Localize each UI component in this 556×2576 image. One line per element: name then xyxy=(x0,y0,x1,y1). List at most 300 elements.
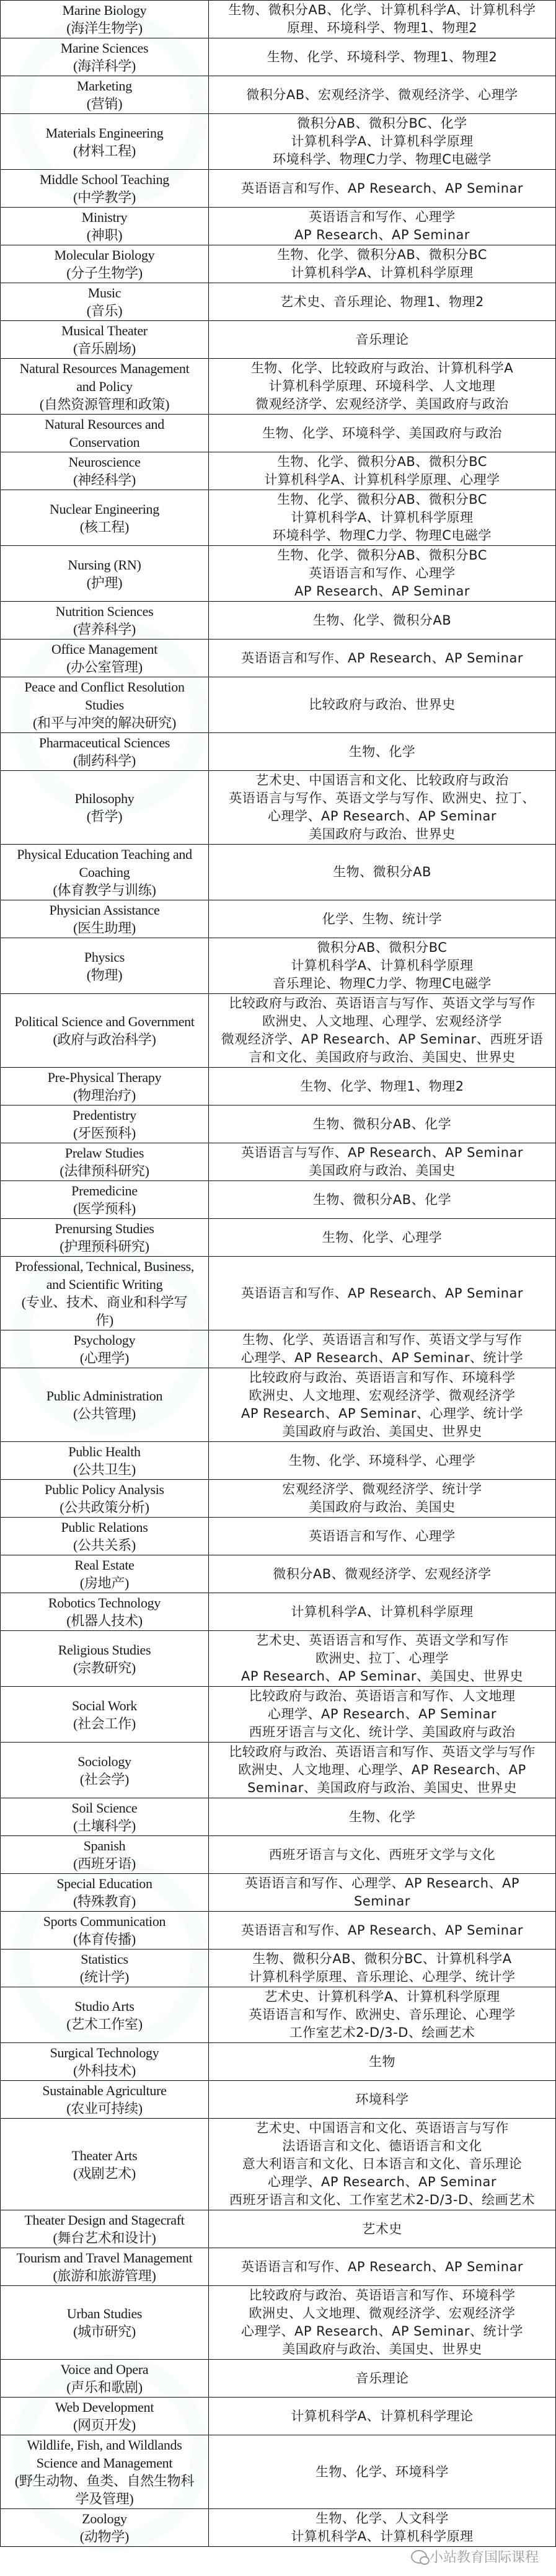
courses-line: AP Research、AP Seminar xyxy=(294,227,470,242)
recommended-courses-cell xyxy=(209,2509,556,2547)
table-row xyxy=(1,845,556,900)
courses-line: 生物、微积分AB、微积分BC、计算机科学A xyxy=(252,1951,512,1966)
table-row xyxy=(1,1631,556,1687)
major-name-line: Science and Management xyxy=(36,2455,173,2471)
recommended-courses-cell xyxy=(209,1987,556,2043)
courses-line: 生物、化学、人文科学 xyxy=(316,2511,449,2526)
table-row xyxy=(1,2360,556,2398)
courses-line: 艺术史、音乐理论、物理1、物理2 xyxy=(280,294,484,309)
table-row xyxy=(1,245,556,283)
table-row xyxy=(1,1555,556,1593)
table-row xyxy=(1,490,556,546)
recommended-courses-cell xyxy=(209,1181,556,1219)
major-name-line: Pre-Physical Therapy xyxy=(47,1070,162,1085)
major-name-line: (牙医预科) xyxy=(73,1125,136,1141)
major-name-cell xyxy=(1,938,209,994)
major-name-cell xyxy=(1,1368,209,1442)
recommended-courses-cell xyxy=(209,602,556,640)
major-name-cell xyxy=(1,1798,209,1836)
major-name-line: Wildlife, Fish, and Wildlands xyxy=(27,2437,182,2453)
major-name-line: (公共管理) xyxy=(73,1406,136,1422)
courses-line: 工作室艺术2-D/3-D、绘画艺术 xyxy=(289,2025,475,2040)
courses-line: 微积分AB、微积分BC xyxy=(317,940,448,955)
courses-line: 生物、化学、微积分AB xyxy=(312,612,452,628)
recommended-courses-cell xyxy=(209,1874,556,1912)
courses-line: 艺术史、中国语言和文化、比较政府与政治 xyxy=(255,773,509,788)
major-name-line: (分子生物学) xyxy=(66,265,143,281)
courses-line: 微积分AB、微积分BC、化学 xyxy=(297,116,467,131)
major-name-cell xyxy=(1,602,209,640)
major-name-line: Physical Education Teaching and xyxy=(17,846,192,862)
courses-line: 英语语言和写作、心理学、AP Research、AP xyxy=(244,1876,520,1891)
major-name-line: (西班牙语) xyxy=(73,1856,136,1871)
courses-line: AP Research、AP Seminar、美国史、世界史 xyxy=(240,1669,524,1684)
table-row xyxy=(1,771,556,845)
major-name-cell xyxy=(1,900,209,938)
major-name-cell xyxy=(1,1555,209,1593)
courses-line: 化学、生物、统计学 xyxy=(322,911,443,926)
major-name-line: Natural Resources Management xyxy=(19,361,190,376)
major-name-line: (艺术工作室) xyxy=(66,2016,143,2032)
recommended-courses-cell xyxy=(209,76,556,114)
major-name-line: (特殊教育) xyxy=(73,1894,136,1909)
major-name-line: Peace and Conflict Resolution xyxy=(24,679,185,695)
table-row xyxy=(1,1219,556,1257)
table-row xyxy=(1,1106,556,1143)
table-row xyxy=(1,38,556,76)
recommended-courses-cell xyxy=(209,1143,556,1181)
major-name-line: (声乐和歌剧) xyxy=(66,2380,143,2395)
table-row xyxy=(1,2210,556,2248)
major-name-line: Religious Studies xyxy=(58,1642,151,1658)
major-name-cell xyxy=(1,2210,209,2248)
major-name-line: Coaching xyxy=(79,864,130,880)
major-name-line: (社会学) xyxy=(79,1771,130,1787)
courses-line: 比较政府与政治、世界史 xyxy=(309,697,456,712)
courses-line: 英语语言和写作、心理学 xyxy=(309,566,456,581)
courses-line: 计算机科学原理、音乐理论、心理学、统计学 xyxy=(249,1969,516,1984)
courses-line: 比较政府与政治、英语语言与写作、英语文学与写作 xyxy=(229,996,536,1011)
major-name-line: Social Work xyxy=(71,1697,138,1713)
major-name-line: Zoology xyxy=(82,2511,127,2526)
major-name-line: (舞台艺术和设计) xyxy=(53,2230,156,2246)
major-name-cell xyxy=(1,245,209,283)
courses-line: 计算机科学A、计算机科学原理、心理学 xyxy=(264,472,500,487)
courses-line: 英语语言和写作、AP Research、AP Seminar xyxy=(240,1285,524,1301)
major-name-line: Ministry xyxy=(81,209,128,225)
major-name-cell xyxy=(1,1442,209,1480)
major-name-cell xyxy=(1,490,209,546)
table-row xyxy=(1,2286,556,2360)
major-name-line: (物理) xyxy=(86,967,123,983)
recommended-courses-cell xyxy=(209,640,556,677)
major-name-line: (机器人技术) xyxy=(66,1613,143,1629)
major-name-line: Nutrition Sciences xyxy=(55,604,154,619)
recommended-courses-cell xyxy=(209,546,556,602)
major-name-line: (社会工作) xyxy=(73,1715,136,1731)
recommended-courses-cell xyxy=(209,2248,556,2286)
table-body xyxy=(1,1,556,2547)
major-name-line: Voice and Opera xyxy=(60,2362,149,2377)
major-name-line: (统计学) xyxy=(79,1969,130,1985)
courses-line: 微积分AB、微观经济学、宏观经济学 xyxy=(273,1566,492,1581)
courses-line: Seminar xyxy=(354,1894,410,1909)
major-name-cell xyxy=(1,283,209,321)
major-name-cell xyxy=(1,208,209,245)
major-name-cell xyxy=(1,76,209,114)
major-name-line: (海洋生物学) xyxy=(66,20,143,36)
recommended-courses-cell xyxy=(209,900,556,938)
courses-line: 生物、化学、环境科学、心理学 xyxy=(289,1453,475,1468)
courses-line: 心理学、AP Research、AP Seminar、统计学 xyxy=(240,2324,524,2339)
major-name-cell xyxy=(1,2119,209,2210)
courses-line: 生物、化学、物理1、物理2 xyxy=(300,1078,464,1094)
recommended-courses-cell xyxy=(209,2398,556,2435)
recommended-courses-cell xyxy=(209,170,556,208)
major-name-line: Physics xyxy=(84,949,125,965)
major-name-cell xyxy=(1,1330,209,1368)
courses-line: 欧洲史、人文地理、宏观经济学、微观经济学 xyxy=(249,1388,516,1403)
major-name-cell xyxy=(1,1068,209,1106)
recommended-courses-cell xyxy=(209,1912,556,1950)
major-name-cell xyxy=(1,321,209,359)
major-name-line: Molecular Biology xyxy=(54,247,155,263)
major-name-line: Nuclear Engineering xyxy=(50,501,159,517)
major-name-line: Prelaw Studies xyxy=(64,1145,144,1161)
major-name-line: (神经科学) xyxy=(73,472,136,488)
major-name-cell xyxy=(1,1219,209,1257)
major-name-line: 作) xyxy=(95,1312,113,1328)
major-name-line: (土壤科学) xyxy=(73,1818,136,1834)
major-name-line: (专业、技术、商业和科学写 xyxy=(21,1295,188,1310)
major-name-cell xyxy=(1,994,209,1068)
table-row xyxy=(1,900,556,938)
recommended-courses-cell xyxy=(209,1330,556,1368)
table-row xyxy=(1,2435,556,2509)
major-name-line: Surgical Technology xyxy=(50,2045,159,2060)
major-name-line: (政府与政治科学) xyxy=(53,1032,156,1047)
courses-line: 英语语言和写作、AP Research、AP Seminar xyxy=(240,180,524,196)
major-name-line: and Scientific Writing xyxy=(46,1277,163,1292)
courses-line: 言和文化、美国政府与政治、美国史、世界史 xyxy=(249,1050,516,1065)
courses-line: 宏观经济学、微观经济学、统计学 xyxy=(282,1482,482,1497)
major-name-cell xyxy=(1,1987,209,2043)
major-name-cell xyxy=(1,2081,209,2119)
major-name-line: Studies xyxy=(85,697,124,713)
major-name-line: (网页开发) xyxy=(73,2417,136,2433)
major-name-line: (自然资源管理和政策) xyxy=(39,397,170,412)
table-row xyxy=(1,170,556,208)
recommended-courses-cell xyxy=(209,1836,556,1874)
table-row xyxy=(1,76,556,114)
major-name-line: (音乐剧场) xyxy=(73,341,136,356)
courses-line: 生物、化学、微积分AB、微积分BC xyxy=(277,492,487,507)
courses-line: 英语语言和写作、AP Research、AP Seminar xyxy=(240,1922,524,1938)
major-name-line: Natural Resources and xyxy=(45,416,164,432)
table-row xyxy=(1,1798,556,1836)
major-name-line: Public Policy Analysis xyxy=(45,1482,164,1497)
major-name-line: (动物学) xyxy=(79,2529,130,2544)
recommended-courses-cell xyxy=(209,321,556,359)
major-name-line: Musical Theater xyxy=(61,323,148,338)
major-name-cell xyxy=(1,1143,209,1181)
courses-line: 原理、环境科学、物理1、物理2 xyxy=(286,20,478,35)
table-row xyxy=(1,2248,556,2286)
courses-line: 比较政府与政治、英语语言和写作、环境科学 xyxy=(249,2288,516,2303)
courses-line: 心理学、AP Research、AP Seminar xyxy=(267,809,497,824)
major-name-line: (外科技术) xyxy=(73,2063,136,2078)
recommended-courses-cell xyxy=(209,1442,556,1480)
courses-line: 生物、化学、比较政府与政治、计算机科学A xyxy=(250,361,514,376)
table-row xyxy=(1,2509,556,2547)
courses-line: 英语语言与写作、英语文学与写作、欧洲史、拉丁、 xyxy=(229,791,536,806)
major-name-line: Political Science and Government xyxy=(14,1014,195,1029)
courses-line: 环境科学、物理C力学、物理C电磁学 xyxy=(273,152,492,167)
courses-line: 生物、微积分AB xyxy=(333,864,431,879)
major-name-cell xyxy=(1,2398,209,2435)
courses-line: 计算机科学A、计算机科学原理 xyxy=(291,510,474,525)
table-row xyxy=(1,2398,556,2435)
table-row xyxy=(1,359,556,415)
recommended-courses-cell xyxy=(209,1,556,38)
watermark-text: 小站教育国际课程 xyxy=(429,2550,539,2565)
courses-line: 意大利语言和文化、日本语言和文化、音乐理论 xyxy=(242,2156,523,2171)
courses-line: 微积分AB、宏观经济学、微观经济学、心理学 xyxy=(246,87,518,102)
major-name-line: Statistics xyxy=(81,1951,128,1967)
major-name-line: (医生助理) xyxy=(73,920,136,936)
table-row xyxy=(1,415,556,452)
major-name-line: (体育传播) xyxy=(73,1932,136,1947)
courses-line: 英语语言和写作、心理学 xyxy=(309,209,456,224)
major-name-line: Real Estate xyxy=(74,1557,135,1573)
table-row xyxy=(1,1987,556,2043)
major-name-cell xyxy=(1,1518,209,1555)
major-name-line: (和平与冲突的解决研究) xyxy=(32,715,177,731)
courses-line: 英语语言和写作、AP Research、AP Seminar xyxy=(240,2259,524,2274)
table-row xyxy=(1,1181,556,1219)
recommended-courses-cell xyxy=(209,938,556,994)
recommended-courses-cell xyxy=(209,2119,556,2210)
major-name-line: Sociology xyxy=(77,1753,131,1769)
major-name-line: (核工程) xyxy=(79,519,130,535)
table-row xyxy=(1,1912,556,1950)
major-name-line: (公共关系) xyxy=(73,1537,136,1553)
courses-line: 生物、微积分AB、化学、计算机科学A、计算机科学 xyxy=(228,2,536,17)
courses-line: Seminar、美国政府与政治、美国史、世界史 xyxy=(247,1780,517,1795)
table-row xyxy=(1,1687,556,1743)
courses-line: 英语语言和写作、心理学 xyxy=(309,1528,456,1544)
major-name-line: Public Relations xyxy=(61,1519,148,1535)
major-name-cell xyxy=(1,1743,209,1798)
major-name-line: (戏剧艺术) xyxy=(73,2165,136,2181)
major-name-line: Middle School Teaching xyxy=(40,172,169,187)
table-row xyxy=(1,1442,556,1480)
major-name-line: Office Management xyxy=(51,641,158,657)
major-name-cell xyxy=(1,640,209,677)
major-name-cell xyxy=(1,1480,209,1518)
major-name-cell xyxy=(1,452,209,490)
major-name-line: Special Education xyxy=(56,1876,152,1891)
major-name-line: Soil Science xyxy=(71,1800,138,1816)
recommended-courses-cell xyxy=(209,1631,556,1687)
courses-line: 英语语言和写作、欧洲史、音乐理论、心理学 xyxy=(249,2007,516,2022)
courses-line: 西班牙语言与文化、统计学、美国政府与政治 xyxy=(249,1725,516,1739)
courses-line: 生物、化学、环境科学、美国政府与政治 xyxy=(262,425,502,441)
courses-line: 计算机科学A、计算机科学原理 xyxy=(291,1604,474,1619)
table-row xyxy=(1,1950,556,1987)
courses-line: 生物、化学、心理学 xyxy=(322,1229,443,1245)
table-row xyxy=(1,994,556,1068)
major-name-line: Premedicine xyxy=(71,1183,138,1198)
courses-line: 计算机科学A、计算机科学原理 xyxy=(291,265,474,280)
recommended-courses-cell xyxy=(209,359,556,415)
major-name-cell xyxy=(1,1687,209,1743)
table-row xyxy=(1,321,556,359)
major-name-line: and Policy xyxy=(76,379,133,394)
recommended-courses-cell xyxy=(209,245,556,283)
recommended-courses-cell xyxy=(209,1798,556,1836)
recommended-courses-cell xyxy=(209,771,556,845)
major-name-cell xyxy=(1,1,209,38)
major-name-line: Marine Biology xyxy=(62,2,147,18)
major-name-line: 学及管理) xyxy=(75,2491,134,2507)
courses-line: 计算机科学A、计算机科学原理 xyxy=(291,958,474,973)
major-name-line: Marine Sciences xyxy=(60,40,149,56)
major-name-line: (城市研究) xyxy=(73,2324,136,2339)
major-name-cell xyxy=(1,170,209,208)
major-name-cell xyxy=(1,733,209,771)
major-name-line: (医学预科) xyxy=(73,1201,136,1216)
recommended-courses-cell xyxy=(209,845,556,900)
table-row xyxy=(1,1593,556,1631)
major-name-line: Predentistry xyxy=(73,1107,136,1123)
major-name-cell xyxy=(1,1874,209,1912)
major-name-line: Urban Studies xyxy=(66,2306,143,2321)
major-name-line: Conservation xyxy=(69,434,140,450)
courses-line: 计算机科学A、计算机科学理论 xyxy=(291,2408,474,2424)
major-name-line: Music xyxy=(87,285,121,301)
table-row xyxy=(1,2081,556,2119)
major-name-line: Theater Design and Stagecraft xyxy=(24,2212,185,2228)
major-name-line: Pharmaceutical Sciences xyxy=(38,735,170,750)
courses-line: 计算机科学A、计算机科学原理 xyxy=(291,134,474,149)
major-name-line: (公共政策分析) xyxy=(60,1500,149,1515)
major-name-cell xyxy=(1,2509,209,2547)
major-name-line: (房地产) xyxy=(79,1575,130,1591)
courses-line: 生物、化学、微积分AB、微积分BC xyxy=(277,247,487,262)
table-row xyxy=(1,938,556,994)
recommended-courses-cell xyxy=(209,452,556,490)
courses-line: 美国政府与政治、美国史 xyxy=(309,1500,456,1514)
major-name-cell xyxy=(1,1181,209,1219)
courses-line: 艺术史、英语语言和写作、英语文学和写作 xyxy=(255,1633,509,1648)
courses-line: 西班牙语言和文化、工作室艺术2-D/3-D、绘画艺术 xyxy=(229,2192,536,2207)
major-name-line: (心理学) xyxy=(79,1350,130,1366)
major-name-line: Philosophy xyxy=(74,791,135,806)
major-name-line: Materials Engineering xyxy=(45,125,164,141)
courses-line: 法语语言和文化、德语语言和文化 xyxy=(282,2139,482,2153)
major-name-line: Neuroscience xyxy=(68,454,141,470)
courses-line: AP Research、AP Seminar、心理学、统计学 xyxy=(240,1406,524,1421)
major-name-cell xyxy=(1,1836,209,1874)
courses-line: 生物、化学、环境科学 xyxy=(316,2464,449,2479)
major-name-line: Theater Arts xyxy=(71,2147,138,2163)
wechat-icon xyxy=(411,2550,427,2564)
recommended-courses-cell xyxy=(209,1518,556,1555)
major-name-line: Sustainable Agriculture xyxy=(42,2083,167,2098)
courses-line: 音乐理论 xyxy=(355,2370,409,2386)
courses-line: 生物 xyxy=(369,2054,395,2069)
courses-line: 比较政府与政治、英语语言和写作、人文地理 xyxy=(249,1689,516,1703)
major-name-cell xyxy=(1,2360,209,2398)
courses-line: 艺术史 xyxy=(362,2221,402,2236)
recommended-courses-cell xyxy=(209,1257,556,1330)
table-row xyxy=(1,1480,556,1518)
recommended-courses-cell xyxy=(209,2043,556,2081)
table-row xyxy=(1,208,556,245)
courses-line: 心理学、AP Research、AP Seminar xyxy=(267,1707,497,1721)
table-row xyxy=(1,602,556,640)
courses-line: 生物、微积分AB、化学 xyxy=(312,1192,452,1207)
major-name-line: (中学教学) xyxy=(73,190,136,205)
courses-line: 欧洲史、拉丁、心理学 xyxy=(316,1651,449,1666)
major-name-cell xyxy=(1,1257,209,1330)
major-name-line: Studio Arts xyxy=(74,1998,135,2014)
recommended-courses-cell xyxy=(209,1555,556,1593)
table-row xyxy=(1,1743,556,1798)
major-name-line: Nursing (RN) xyxy=(68,556,141,573)
recommended-courses-cell xyxy=(209,994,556,1068)
recommended-courses-cell xyxy=(209,1068,556,1106)
major-name-line: (宗教研究) xyxy=(73,1659,136,1676)
major-name-cell xyxy=(1,771,209,845)
courses-line: 英语语言和写作、AP Research、AP Seminar xyxy=(240,650,524,666)
major-name-cell xyxy=(1,845,209,900)
major-name-cell xyxy=(1,2286,209,2360)
recommended-courses-cell xyxy=(209,2081,556,2119)
table-row xyxy=(1,452,556,490)
major-name-line: Public Health xyxy=(68,1444,141,1459)
major-name-line: (营养科学) xyxy=(73,622,136,637)
major-name-line: (法律预科研究) xyxy=(60,1163,149,1179)
major-name-cell xyxy=(1,1631,209,1687)
recommended-courses-cell xyxy=(209,1219,556,1257)
major-name-line: Public Administration xyxy=(46,1388,163,1404)
recommended-courses-cell xyxy=(209,1743,556,1798)
major-name-line: Spanish xyxy=(83,1838,126,1853)
courses-line: 生物、化学、英语语言和写作、英语文学与写作 xyxy=(242,1332,523,1347)
courses-line: 美国政府与政治、世界史 xyxy=(309,827,456,842)
courses-line: 生物、化学、环境科学、物理1、物理2 xyxy=(267,49,498,64)
table-row xyxy=(1,1257,556,1330)
major-name-line: (神职) xyxy=(86,227,123,243)
table-row xyxy=(1,1368,556,1442)
recommended-courses-cell xyxy=(209,2286,556,2360)
courses-line: 计算机科学A、计算机科学原理 xyxy=(291,2529,474,2544)
courses-line: 生物、化学 xyxy=(348,1809,416,1824)
recommended-courses-cell xyxy=(209,38,556,76)
watermark xyxy=(411,2547,539,2566)
major-name-line: (农业可持续) xyxy=(66,2101,143,2116)
major-name-line: (制药科学) xyxy=(73,753,136,768)
recommended-courses-cell xyxy=(209,2360,556,2398)
courses-line: 欧洲史、人文地理、心理学、宏观经济学 xyxy=(262,1014,502,1029)
major-name-cell xyxy=(1,359,209,415)
courses-line: 美国政府与政治、美国史 xyxy=(309,1163,456,1178)
courses-line: 计算机科学原理、环境科学、人文地理 xyxy=(268,379,496,393)
major-name-cell xyxy=(1,1593,209,1631)
major-name-line: Professional, Technical, Business, xyxy=(14,1259,195,1274)
